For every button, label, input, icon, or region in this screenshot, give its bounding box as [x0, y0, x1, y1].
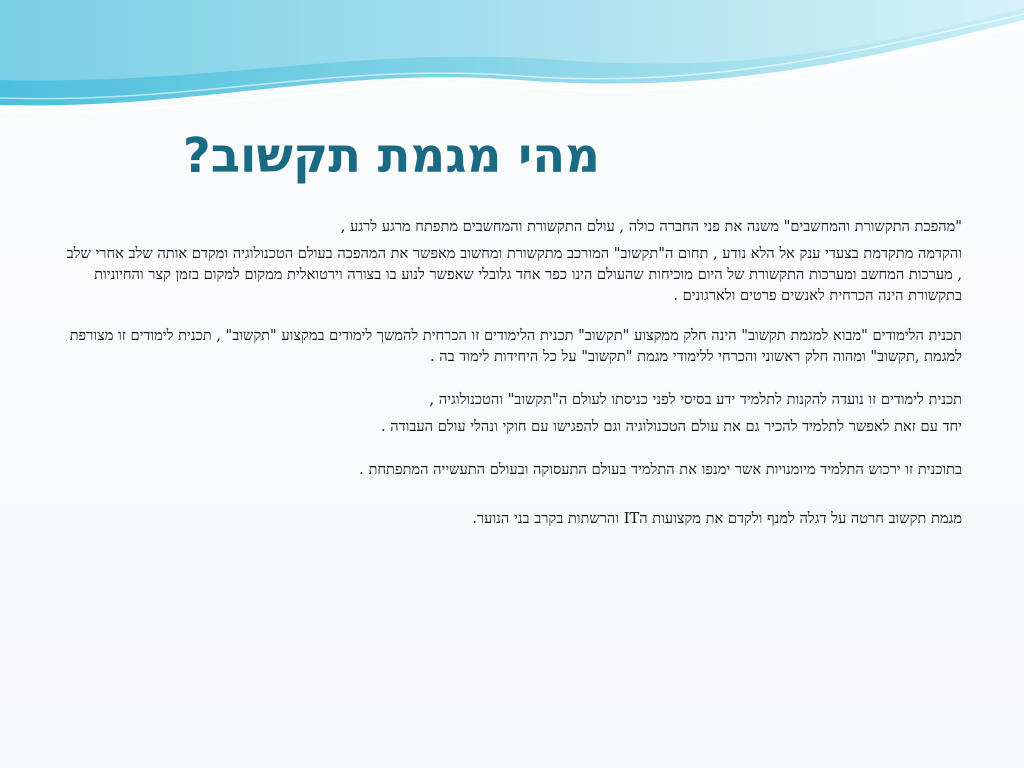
- paragraph-3: [62, 389, 962, 437]
- paragraph-1-rest: והקדמה מתקדמת בצעדי ענק אל הלא נודע , תחום ה"תקשוב" המורכב מתקשורת ומחשוב מאפשר את המהפכה בעולם הטכנולוגיה ומקדם אותה שלב אחרי שלב , מערכות המחשב ומערכות התקשורת של היום מוכיחות שהעולם הינו כפר אחד גלובלי שאפשר לנוע בו בצורה וירטואלית ממקום למקום בזמן קצר והחיוניות בתקשורת הינה הכרחית לאנשים פרטים ולארגונים .: [66, 245, 962, 305]
- paragraph-3-first-line: תכנית לימודים זו נועדה להקנות לתלמיד ידע בסיסי לפני כניסתו לעולם ה"תקשוב" והטכנולוגיה ,: [429, 390, 962, 408]
- paragraph-1-first-line: "מהפכת התקשורת והמחשבים" משנה את פני החברה כולה , עולם התקשורת והמחשבים מתפתח מרגע לרגע ,: [340, 218, 962, 235]
- paragraph-4: בתוכנית זו ירכוש התלמיד מיומנויות אשר ימנפו את התלמיד בעולם התעסוקה ובעולם התעשייה המתפתחת .: [359, 461, 962, 479]
- paragraph-5: מגמת תקשוב חרטה על דגלה למנף ולקדם את מקצועות הIT והרשתות בקרב בני הנוער.: [472, 510, 962, 528]
- decorative-wave-header: [0, 0, 1024, 120]
- paragraph-2: תכנית הלימודים "מבוא למגמת תקשוב" הינה חלק ממקצוע "תקשוב" תכנית הלימודים זו הכרחית להמשך לימודים במקצוע "תקשוב" , תכנית לימודים זו מצורפת למגמת ,תקשוב" ומהוה חלק ראשוני והכרחי ללימודי מגמת "תקשוב" על כל היחידות לימוד בה .: [69, 326, 962, 365]
- paragraph-1: [62, 216, 962, 307]
- paragraph-3-rest: יחד עם זאת לאפשר לתלמיד להכיר גם את עולם הטכנולוגיה וגם להפגישו עם חוקי ונהלי עולם העבודה .: [380, 418, 962, 436]
- body-text: [62, 216, 962, 530]
- page-title: מהי מגמת תקשוב?: [182, 128, 600, 184]
